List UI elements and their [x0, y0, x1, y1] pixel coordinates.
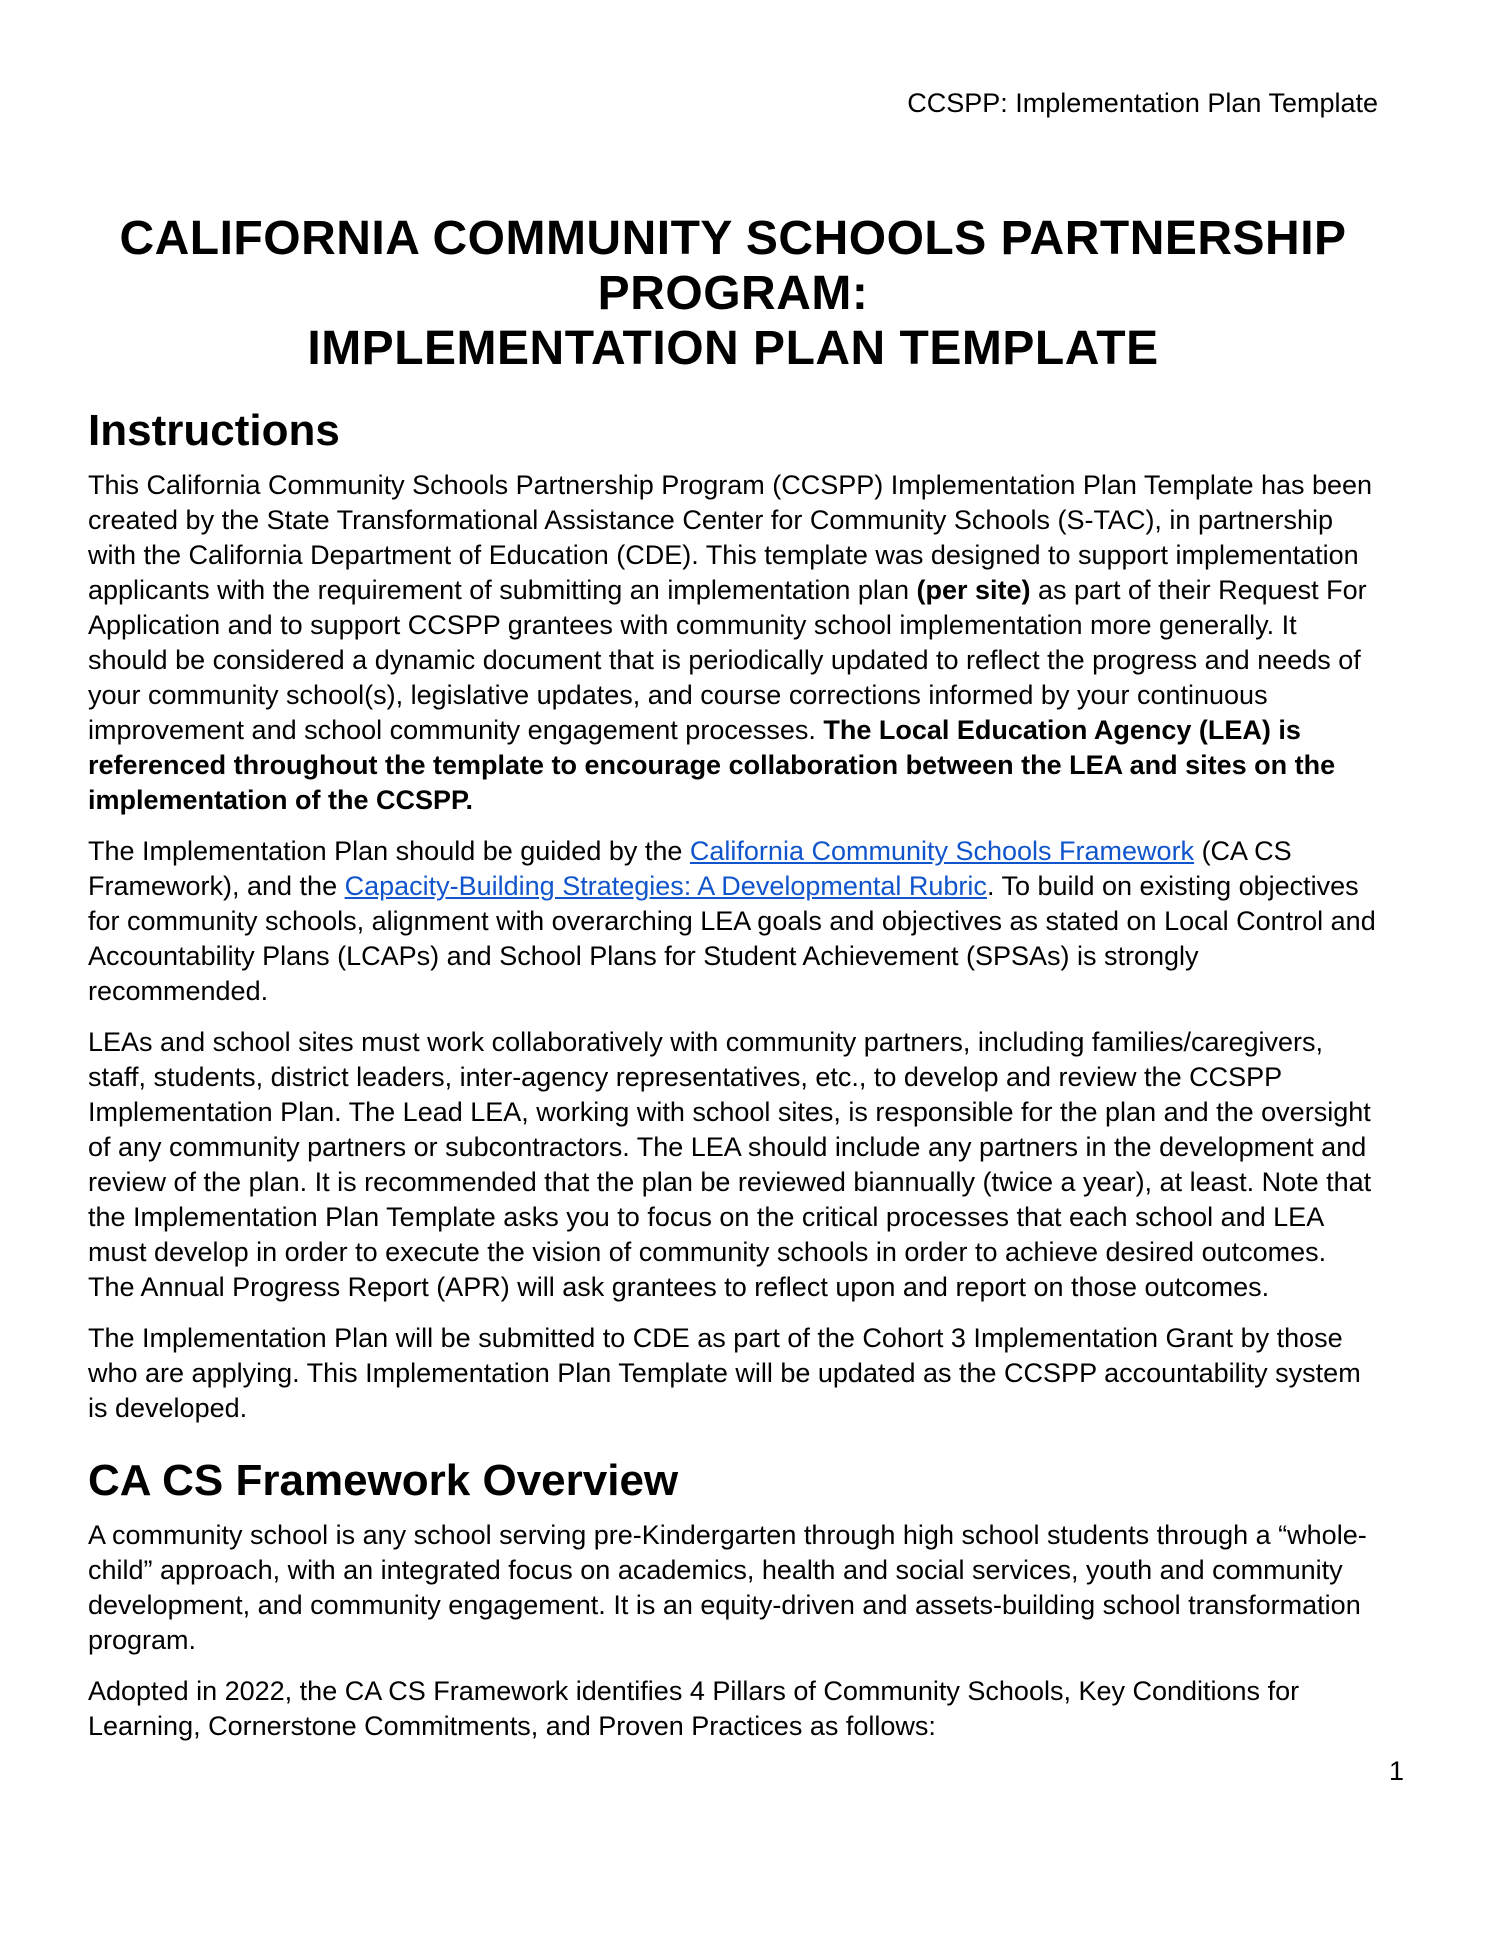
title-line: IMPLEMENTATION PLAN TEMPLATE	[307, 322, 1159, 375]
text-run: Adopted in 2022, the CA CS Framework identifies 4 Pillars of Community Schools, Key Conditions for Learning, Cornerstone Commitments, and Proven Practices as follows:	[88, 1676, 1300, 1741]
text-run: as part of their Request For Application and to support CCSPP grantees with community school implementation more generally. It should be considered a dynamic document that is periodically updated to reflect the progress and needs of your community school(s), legislative updates, and course corrections informed by your continuous improvement and school community engagement processes.	[88, 575, 1367, 745]
section-heading-framework: CA CS Framework Overview	[88, 1456, 679, 1505]
document-title	[88, 211, 1378, 376]
text-run: LEAs and school sites must work collaboratively with community partners, including families/caregivers, staff, students, district leaders, inter-agency representatives, etc., to develop and review the CCSPP Implementation Plan. The Lead LEA, working with school sites, is responsible for the plan and the oversight of any community partners or subcontractors. The LEA should include any partners in the development and review of the plan. It is recommended that the plan be reviewed biannually (twice a year), at least. Note that the Implementation Plan Template asks you to focus on the critical processes that each school and LEA must develop in order to execute the vision of community schools in order to achieve desired outcomes. The Annual Progress Report (APR) will ask grantees to reflect upon and report on those outcomes.	[88, 1027, 1372, 1302]
text-run: The Implementation Plan should be guided by the	[88, 836, 690, 866]
title-line: PROGRAM:	[597, 267, 869, 320]
paragraph-instructions-1	[88, 468, 1378, 818]
text-link[interactable]: California Community Schools Framework	[689, 836, 1195, 866]
paragraph-instructions-4	[88, 1321, 1378, 1426]
text-run: The Implementation Plan will be submitted to CDE as part of the Cohort 3 Implementation Grant by those who are applying. This Implementation Plan Template will be updated as the CCSPP accountability system is developed.	[88, 1323, 1361, 1423]
page-number: 1	[1388, 1756, 1404, 1786]
title-line: CALIFORNIA COMMUNITY SCHOOLS PARTNERSHIP	[119, 212, 1347, 265]
paragraph-framework-2	[88, 1674, 1378, 1744]
paragraph-framework-1	[88, 1518, 1378, 1658]
bold-text-run: (per site)	[916, 575, 1031, 605]
paragraph-instructions-3	[88, 1025, 1378, 1305]
text-run: . To build on existing objectives for community schools, alignment with overarching LEA goals and objectives as stated on Local Control and Accountability Plans (LCAPs) and School Plans for Student Achievement (SPSAs) is strongly recommended.	[88, 871, 1376, 1006]
text-link[interactable]: Capacity-Building Strategies: A Developmental Rubric	[344, 871, 987, 901]
text-run: This California Community Schools Partnership Program (CCSPP) Implementation Plan Template has been created by the State Transformational Assistance Center for Community Schools (S-TAC), in partnership with the California Department of Education (CDE). This template was designed to support implementation applicants with the requirement of submitting an implementation plan	[88, 470, 1373, 605]
text-run: A community school is any school serving pre-Kindergarten through high school students through a “whole-child” approach, with an integrated focus on academics, health and social services, youth and community development, and community engagement. It is an equity-driven and assets-building school transformation program.	[88, 1520, 1367, 1655]
paragraph-instructions-2	[88, 834, 1378, 1009]
section-heading-instructions: Instructions	[88, 406, 340, 455]
running-header: CCSPP: Implementation Plan Template	[907, 88, 1378, 118]
text-run: (CA CS Framework), and the	[88, 836, 1292, 901]
bold-text-run: The Local Education Agency (LEA) is referenced throughout the template to encourage collaboration between the LEA and sites on the implementation of the CCSPP.	[88, 715, 1336, 815]
